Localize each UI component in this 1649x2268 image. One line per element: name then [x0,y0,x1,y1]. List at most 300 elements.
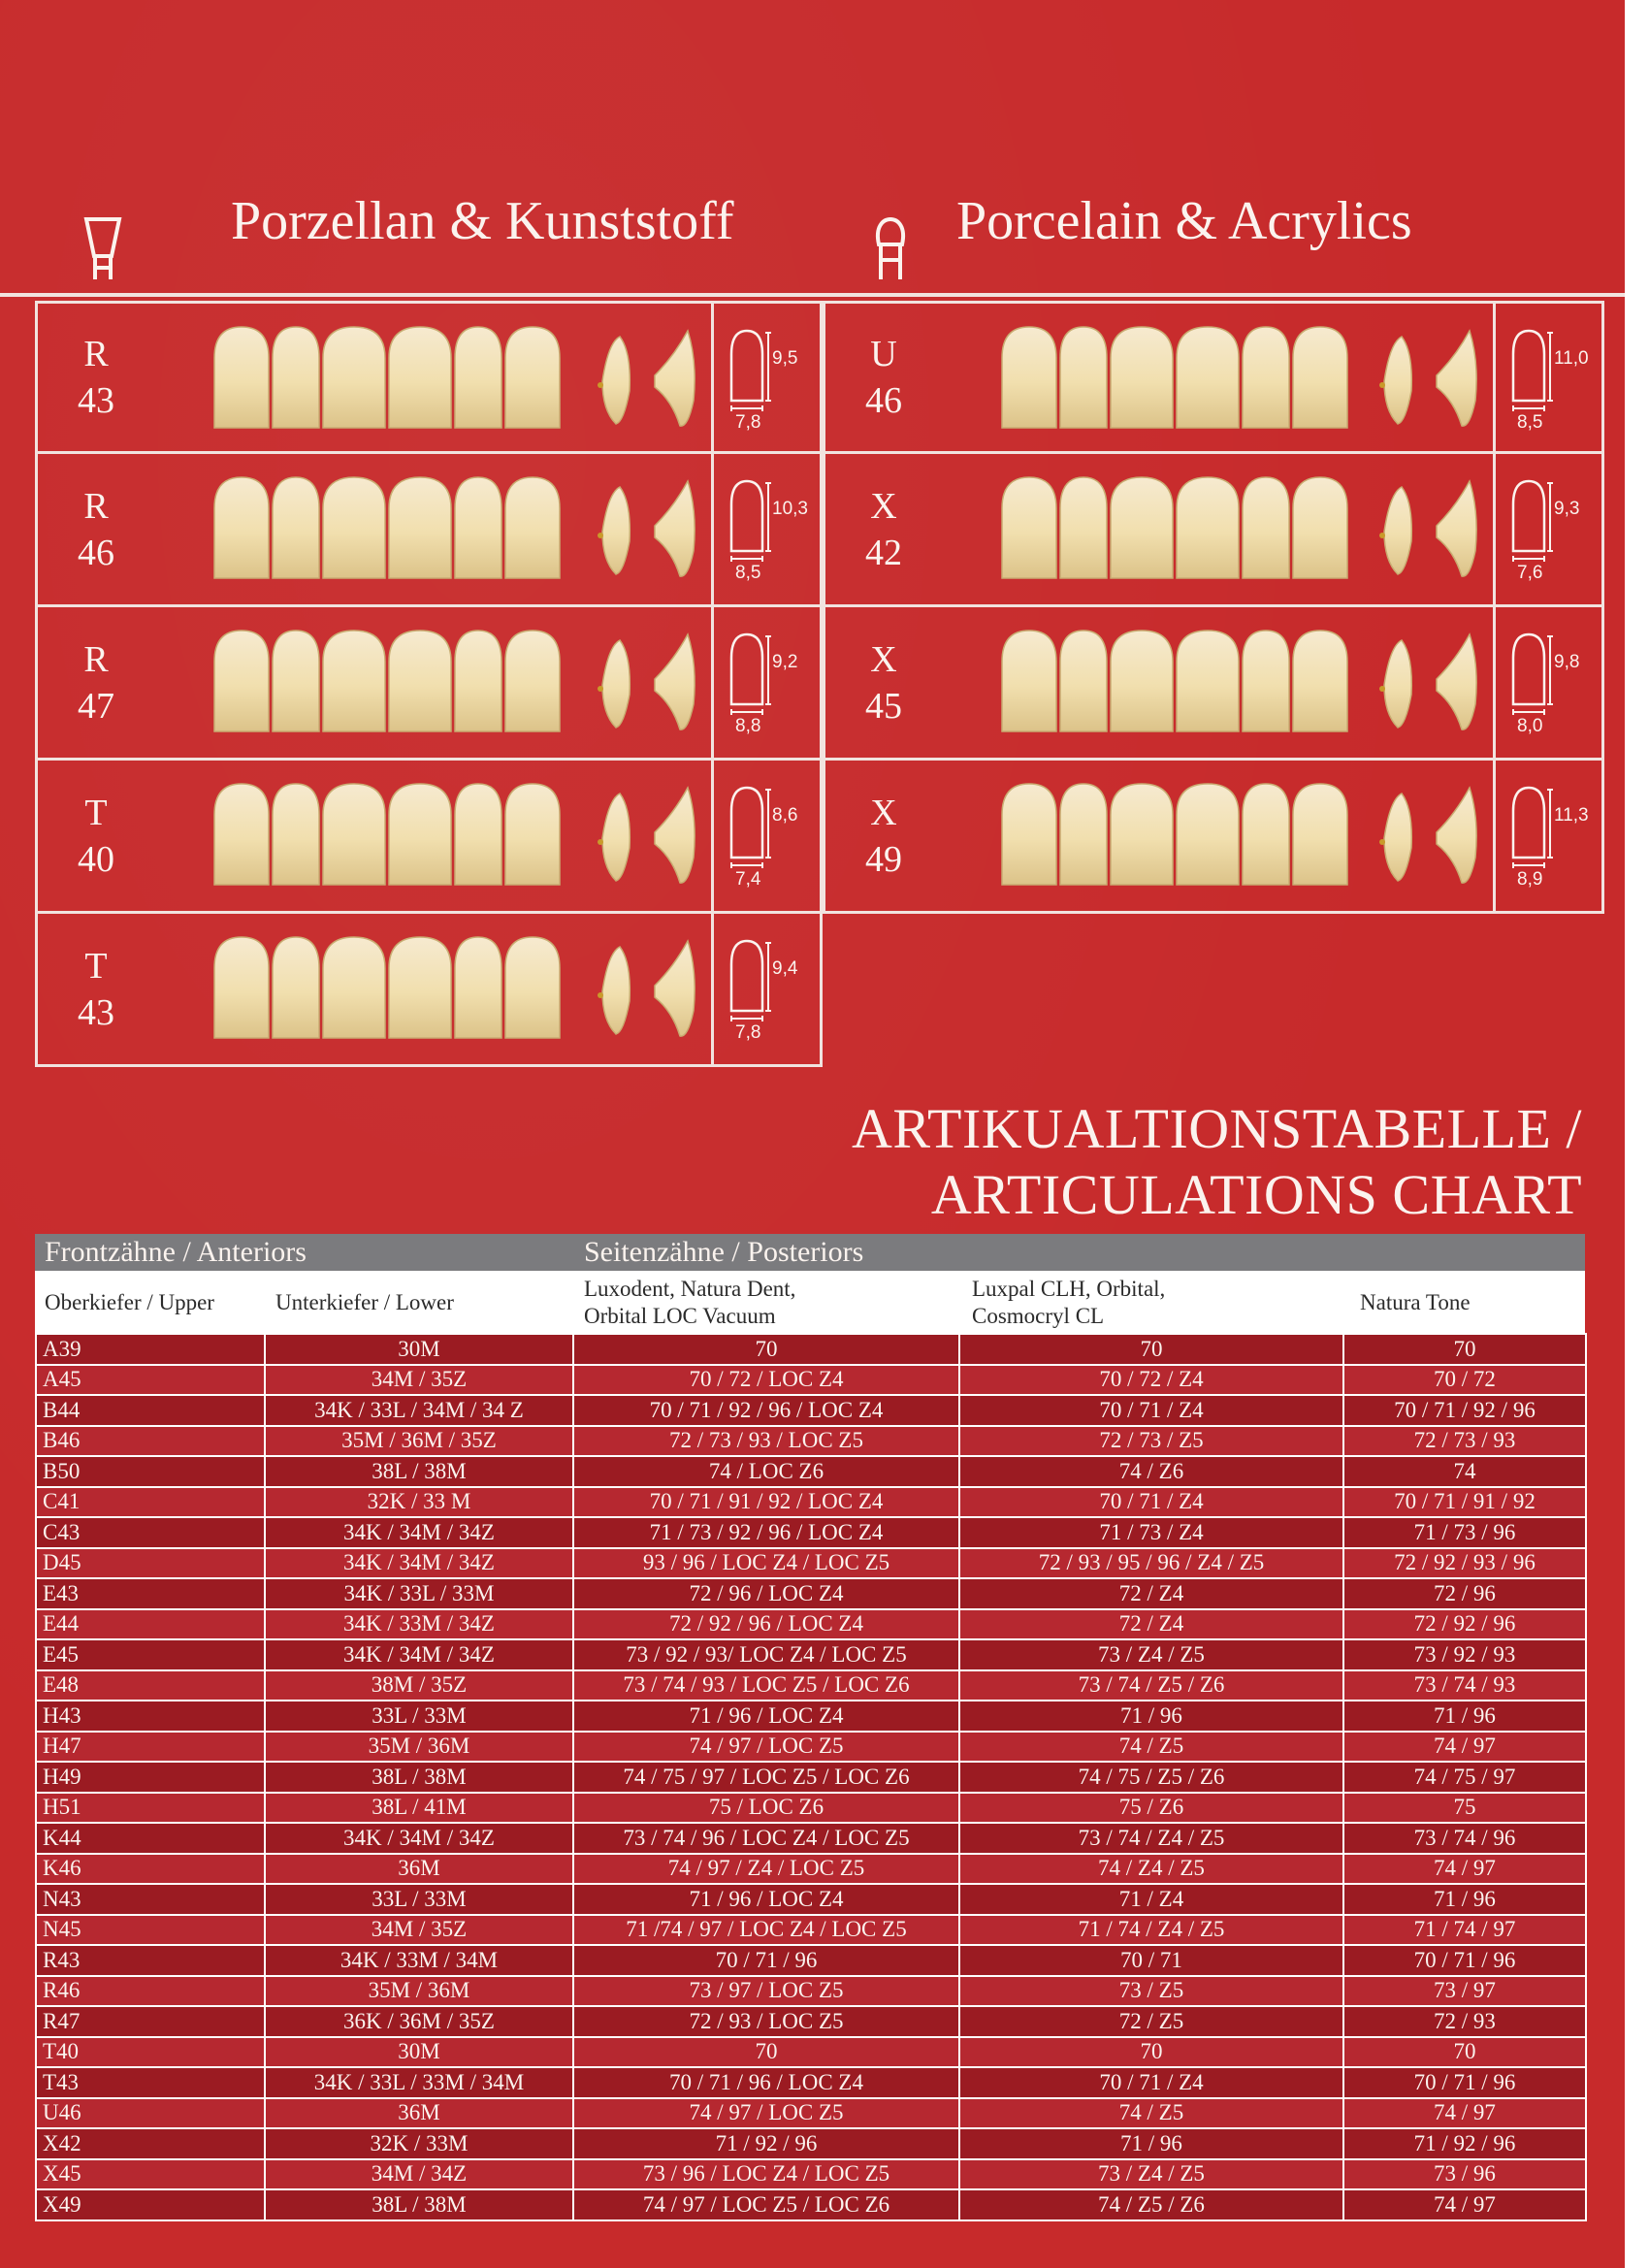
lower-mould-cell: 33L / 33M [265,1884,573,1915]
chart-title-line1: ARTIKUALTIONSTABELLE / [851,1097,1582,1160]
mould-code [38,304,154,451]
luxpal-cell: 70 / 71 / Z4 [959,1395,1343,1426]
mould-number: 40 [78,838,114,880]
profile-pin [1379,382,1385,388]
table-row [36,2006,1586,2037]
lower-mould-cell: 34K / 34M / 34Z [265,1548,573,1579]
upper-mould-cell: E43 [36,1578,265,1609]
table-row [36,1915,1586,1946]
profile-tooth [655,788,695,883]
mould-letter: T [84,792,108,833]
tooth-dimension-icon [722,321,776,414]
profile-tooth [1384,794,1411,881]
profile-pin [598,839,603,845]
anterior-tooth [1002,631,1056,731]
anterior-tooth [1243,631,1289,731]
teeth-set-image [156,770,711,896]
natura-tone-cell: 73 / 96 [1343,2159,1586,2190]
mould-letter: X [870,638,897,680]
anterior-tooth [389,327,451,428]
table-row [36,1823,1586,1854]
profile-pin [598,533,603,538]
teeth-set-image [156,617,711,743]
mould-number: 47 [78,685,114,727]
natura-tone-cell: 72 / 92 / 93 / 96 [1343,1548,1586,1579]
lower-mould-cell: 34K / 33M / 34M [265,1945,573,1976]
table-row [36,2189,1586,2220]
profile-pin [598,992,603,998]
anterior-tooth [505,631,560,731]
mould-number: 42 [865,532,902,573]
luxodent-cell: 70 / 71 / 91 / 92 / LOC Z4 [573,1487,959,1518]
header-divider [0,293,1625,297]
dimension-cell [1493,304,1601,451]
mould-row [35,301,823,454]
luxodent-cell: 71 / 73 / 92 / 96 / LOC Z4 [573,1517,959,1548]
table-row [36,1639,1586,1670]
anterior-tooth [389,631,451,731]
lower-mould-cell: 35M / 36M [265,1976,573,2007]
mould-row [823,454,1604,607]
lower-mould-cell: 36K / 36M / 35Z [265,2006,573,2037]
natura-tone-cell: 73 / 74 / 96 [1343,1823,1586,1854]
luxpal-cell: 71 / 73 / Z4 [959,1517,1343,1548]
anterior-tooth [323,937,385,1038]
mould-code [38,761,154,911]
profile-tooth [1384,337,1411,424]
luxpal-cell: 74 / Z6 [959,1456,1343,1487]
col-luxpal-line2: Cosmocryl CL [972,1304,1105,1328]
mould-number: 45 [865,685,902,727]
mould-row [823,607,1604,761]
mould-number: 46 [78,532,114,573]
mould-letter: X [870,792,897,833]
mould-code [825,607,942,758]
mould-letter: U [870,334,897,374]
anterior-tooth [214,477,269,578]
lower-mould-cell: 36M [265,1854,573,1885]
lower-mould-cell: 34K / 33L / 33M [265,1578,573,1609]
tooth-height: 9,8 [1554,652,1580,672]
teeth-set-image [156,464,711,590]
upper-mould-cell: U46 [36,2098,265,2129]
tooth-height: 9,4 [772,958,798,979]
anterior-tooth [1177,327,1239,428]
profile-tooth [655,634,695,729]
natura-tone-cell: 74 / 97 [1343,1732,1586,1763]
profile-tooth [1437,634,1476,729]
col-natura-tone: Natura Tone [1360,1290,1471,1314]
dimension-cell [1493,454,1601,604]
tooth-dimension-icon [1504,321,1558,414]
natura-tone-cell: 74 / 97 [1343,2098,1586,2129]
lower-mould-cell: 34K / 33L / 33M / 34M [265,2067,573,2098]
lower-mould-cell: 34M / 35Z [265,1915,573,1946]
profile-tooth [1437,331,1476,426]
natura-tone-cell: 73 / 74 / 93 [1343,1670,1586,1701]
luxpal-cell: 73 / 74 / Z4 / Z5 [959,1823,1343,1854]
tooth-height: 10,3 [772,499,808,519]
tooth-height: 11,0 [1554,348,1589,369]
luxodent-cell: 71 /74 / 97 / LOC Z4 / LOC Z5 [573,1915,959,1946]
luxpal-cell: 73 / Z4 / Z5 [959,1639,1343,1670]
col-luxpal-line1: Luxpal CLH, Orbital, [972,1277,1166,1301]
luxodent-cell: 72 / 73 / 93 / LOC Z5 [573,1426,959,1457]
luxpal-cell: 74 / Z5 / Z6 [959,2189,1343,2220]
luxodent-cell: 71 / 96 / LOC Z4 [573,1701,959,1732]
tooth-width: 7,6 [1517,563,1543,583]
lower-mould-cell: 32K / 33 M [265,1487,573,1518]
natura-tone-cell: 70 / 71 / 96 [1343,2067,1586,2098]
dimension-cell [711,304,820,451]
teeth-set-image [156,313,711,439]
anterior-tooth [1002,784,1056,885]
luxpal-cell: 71 / 96 [959,2128,1343,2159]
upper-mould-cell: H49 [36,1762,265,1793]
table-row [36,2098,1586,2129]
profile-tooth [655,331,695,426]
dimension-cell [711,914,820,1064]
anterior-tooth [1293,631,1347,731]
tooth-height: 8,6 [772,805,798,826]
profile-tooth [602,640,630,728]
lower-mould-cell: 30M [265,1334,573,1365]
table-row [36,1578,1586,1609]
table-row [36,2128,1586,2159]
natura-tone-cell: 71 / 73 / 96 [1343,1517,1586,1548]
tooth-width: 8,9 [1517,869,1543,890]
luxodent-cell: 73 / 97 / LOC Z5 [573,1976,959,2007]
luxodent-cell: 74 / 97 / LOC Z5 / LOC Z6 [573,2189,959,2220]
natura-tone-cell: 70 / 71 / 91 / 92 [1343,1487,1586,1518]
tooth-width: 8,8 [735,716,761,736]
upper-mould-cell: K46 [36,1854,265,1885]
dimension-cell [711,607,820,758]
mould-number: 43 [78,380,114,421]
tooth-dimension-icon [1504,471,1558,565]
upper-mould-cell: B44 [36,1395,265,1426]
mould-letter: X [870,485,897,527]
natura-tone-cell: 70 / 71 / 96 [1343,1945,1586,1976]
luxpal-cell: 74 / Z5 [959,1732,1343,1763]
luxodent-cell: 70 [573,1334,959,1365]
luxpal-cell: 74 / 75 / Z5 / Z6 [959,1762,1343,1793]
lower-mould-cell: 38L / 38M [265,2189,573,2220]
upper-mould-cell: H43 [36,1701,265,1732]
luxodent-cell: 70 / 72 / LOC Z4 [573,1365,959,1396]
anterior-tooth [455,477,501,578]
luxodent-cell: 71 / 92 / 96 [573,2128,959,2159]
profile-tooth [655,941,695,1036]
anterior-tooth [1111,327,1173,428]
mould-code [825,454,942,604]
mould-row [35,454,823,607]
mould-letter: R [83,638,109,680]
mould-row [823,761,1604,914]
anterior-tooth [1111,477,1173,578]
anterior-tooth [214,784,269,885]
lower-mould-cell: 35M / 36M / 35Z [265,1426,573,1457]
anterior-tooth [323,784,385,885]
anterior-tooth [1177,477,1239,578]
profile-tooth [602,947,630,1034]
upper-mould-cell: R47 [36,2006,265,2037]
luxpal-cell: 72 / Z4 [959,1609,1343,1640]
natura-tone-cell: 74 / 97 [1343,2189,1586,2220]
table-row [36,1793,1586,1824]
mould-letter: T [84,945,108,987]
tooth-width: 8,5 [735,563,761,583]
luxodent-cell: 70 / 71 / 92 / 96 / LOC Z4 [573,1395,959,1426]
anterior-tooth [1111,784,1173,885]
upper-mould-cell: R46 [36,1976,265,2007]
table-row [36,2159,1586,2190]
mould-row [35,607,823,761]
luxodent-cell: 75 / LOC Z6 [573,1793,959,1824]
teeth-set-image [944,313,1493,439]
luxodent-cell: 74 / 97 / LOC Z5 [573,1732,959,1763]
anterior-tooth [1293,784,1347,885]
table-row [36,1334,1586,1365]
teeth-set-image [944,617,1493,743]
anterior-tooth [323,631,385,731]
luxpal-cell: 72 / Z5 [959,2006,1343,2037]
upper-mould-cell: T40 [36,2037,265,2068]
natura-tone-cell: 75 [1343,1793,1586,1824]
anterior-tooth [1060,477,1107,578]
luxodent-cell: 70 / 71 / 96 / LOC Z4 [573,2067,959,2098]
natura-tone-cell: 70 [1343,2037,1586,2068]
luxodent-cell: 70 [573,2037,959,2068]
profile-tooth [602,794,630,881]
mould-number: 43 [78,991,114,1033]
anterior-tooth [505,477,560,578]
teeth-set-image [944,464,1493,590]
luxodent-cell: 73 / 74 / 93 / LOC Z5 / LOC Z6 [573,1670,959,1701]
luxpal-cell: 73 / Z4 / Z5 [959,2159,1343,2190]
anterior-tooth [323,477,385,578]
table-row [36,1732,1586,1763]
upper-mould-cell: R43 [36,1945,265,1976]
luxpal-cell: 72 / 93 / 95 / 96 / Z4 / Z5 [959,1548,1343,1579]
tooth-width: 8,5 [1517,412,1543,433]
anterior-tooth [505,784,560,885]
luxpal-cell: 71 / 74 / Z4 / Z5 [959,1915,1343,1946]
lower-mould-cell: 34K / 34M / 34Z [265,1639,573,1670]
luxpal-cell: 73 / Z5 [959,1976,1343,2007]
anterior-tooth [389,784,451,885]
table-row [36,1976,1586,2007]
table-row [36,1487,1586,1518]
anterior-tooth [505,327,560,428]
lower-mould-cell: 38L / 38M [265,1456,573,1487]
profile-tooth [1437,481,1476,576]
luxpal-cell: 72 / 73 / Z5 [959,1426,1343,1457]
col-lower: Unterkiefer / Lower [275,1290,454,1314]
anterior-tooth [389,937,451,1038]
luxodent-cell: 73 / 96 / LOC Z4 / LOC Z5 [573,2159,959,2190]
mould-row [35,914,823,1067]
upper-mould-cell: N43 [36,1884,265,1915]
table-row [36,1609,1586,1640]
upper-mould-cell: H51 [36,1793,265,1824]
left-title: Porzellan & Kunststoff [231,191,734,251]
luxpal-cell: 74 / Z5 [959,2098,1343,2129]
luxodent-cell: 72 / 93 / LOC Z5 [573,2006,959,2037]
luxpal-cell: 74 / Z4 / Z5 [959,1854,1343,1885]
teeth-set-image [156,923,711,1050]
anterior-tooth [1111,631,1173,731]
table-group-header [35,1234,1585,1271]
tooth-width: 8,0 [1517,716,1543,736]
tooth-height: 9,2 [772,652,798,672]
profile-tooth [1384,487,1411,574]
upper-mould-cell: A45 [36,1365,265,1396]
natura-tone-cell: 74 [1343,1456,1586,1487]
anterior-tooth [1243,327,1289,428]
anterior-tooth [1243,477,1289,578]
upper-mould-cell: B50 [36,1456,265,1487]
anterior-tooth [1243,784,1289,885]
anterior-tooth [273,937,319,1038]
tooth-dimension-icon [722,471,776,565]
profile-pin [598,382,603,388]
natura-tone-cell: 71 / 92 / 96 [1343,2128,1586,2159]
tooth-height: 9,5 [772,348,798,369]
col-luxodent-line2: Orbital LOC Vacuum [584,1304,776,1328]
lower-mould-cell: 38L / 38M [265,1762,573,1793]
upper-mould-cell: X45 [36,2159,265,2190]
luxpal-cell: 70 [959,1334,1343,1365]
profile-pin [1379,839,1385,845]
profile-pin [1379,686,1385,692]
luxodent-cell: 74 / 97 / Z4 / LOC Z5 [573,1854,959,1885]
profile-pin [598,686,603,692]
mould-letter: R [83,485,109,527]
luxodent-cell: 73 / 92 / 93/ LOC Z4 / LOC Z5 [573,1639,959,1670]
tooth-dimension-icon [722,931,776,1024]
luxodent-cell: 74 / 75 / 97 / LOC Z5 / LOC Z6 [573,1762,959,1793]
lower-mould-cell: 36M [265,2098,573,2129]
tooth-dimension-icon [722,778,776,871]
lower-mould-cell: 38M / 35Z [265,1670,573,1701]
table-row [36,1548,1586,1579]
anterior-tooth [455,937,501,1038]
upper-mould-cell: X42 [36,2128,265,2159]
profile-tooth [1437,788,1476,883]
mould-code [38,454,154,604]
upper-mould-cell: K44 [36,1823,265,1854]
upper-mould-cell: E44 [36,1609,265,1640]
natura-tone-cell: 70 [1343,1334,1586,1365]
luxodent-cell: 73 / 74 / 96 / LOC Z4 / LOC Z5 [573,1823,959,1854]
tooth-dimension-icon [722,625,776,718]
anterior-tooth [214,937,269,1038]
profile-tooth [602,487,630,574]
anterior-tooth [505,937,560,1038]
table-row [36,1884,1586,1915]
natura-tone-cell: 70 / 71 / 92 / 96 [1343,1395,1586,1426]
col-luxodent-line1: Luxodent, Natura Dent, [584,1277,796,1301]
tooth-width: 7,8 [735,1022,761,1043]
anterior-tooth [455,784,501,885]
upper-mould-cell: C41 [36,1487,265,1518]
tooth-height: 9,3 [1554,499,1580,519]
right-title: Porcelain & Acrylics [956,191,1412,251]
anterior-tooth [1060,631,1107,731]
profile-tooth [655,481,695,576]
teeth-set-image [944,770,1493,896]
upper-mould-cell: N45 [36,1915,265,1946]
luxpal-cell: 71 / Z4 [959,1884,1343,1915]
table-row [36,1701,1586,1732]
luxpal-cell: 70 / 72 / Z4 [959,1365,1343,1396]
mould-code [825,761,942,911]
upper-mould-cell: H47 [36,1732,265,1763]
anterior-tooth [273,631,319,731]
anterior-tooth [1002,477,1056,578]
dimension-cell [1493,607,1601,758]
natura-tone-cell: 74 / 97 [1343,1854,1586,1885]
mould-number: 49 [865,838,902,880]
luxpal-cell: 72 / Z4 [959,1578,1343,1609]
luxpal-cell: 70 [959,2037,1343,2068]
dimension-cell [711,761,820,911]
table-column-header [35,1271,1585,1333]
upper-mould-cell: X49 [36,2189,265,2220]
col-upper: Oberkiefer / Upper [45,1290,214,1314]
luxpal-cell: 70 / 71 / Z4 [959,1487,1343,1518]
luxodent-cell: 72 / 96 / LOC Z4 [573,1578,959,1609]
natura-tone-cell: 71 / 96 [1343,1701,1586,1732]
luxpal-cell: 70 / 71 / Z4 [959,2067,1343,2098]
luxpal-cell: 75 / Z6 [959,1793,1343,1824]
profile-tooth [602,337,630,424]
lower-mould-cell: 34M / 34Z [265,2159,573,2190]
upper-mould-cell: A39 [36,1334,265,1365]
table-row [36,1670,1586,1701]
tooth-dimension-icon [1504,625,1558,718]
lower-tooth-mould-icon [871,215,910,283]
anterior-tooth [1060,784,1107,885]
anterior-tooth [1293,327,1347,428]
luxodent-cell: 74 / 97 / LOC Z5 [573,2098,959,2129]
anterior-tooth [1060,327,1107,428]
natura-tone-cell: 74 / 75 / 97 [1343,1762,1586,1793]
articulation-table [35,1333,1585,2221]
luxodent-cell: 70 / 71 / 96 [573,1945,959,1976]
lower-mould-cell: 34M / 35Z [265,1365,573,1396]
anterior-tooth [455,631,501,731]
mould-code [825,304,942,451]
dimension-cell [711,454,820,604]
lower-mould-cell: 38L / 41M [265,1793,573,1824]
upper-mould-cell: E48 [36,1670,265,1701]
anterior-tooth [1177,784,1239,885]
upper-tooth-mould-icon [83,215,122,283]
lower-mould-cell: 34K / 33L / 34M / 34 Z [265,1395,573,1426]
table-row [36,1426,1586,1457]
anterior-tooth [455,327,501,428]
natura-tone-cell: 72 / 73 / 93 [1343,1426,1586,1457]
natura-tone-cell: 73 / 97 [1343,1976,1586,2007]
mould-letter: R [83,334,109,374]
mould-row [823,301,1604,454]
profile-pin [1379,533,1385,538]
upper-mould-cell: C43 [36,1517,265,1548]
anterior-tooth [273,477,319,578]
tooth-height: 11,3 [1554,805,1589,826]
